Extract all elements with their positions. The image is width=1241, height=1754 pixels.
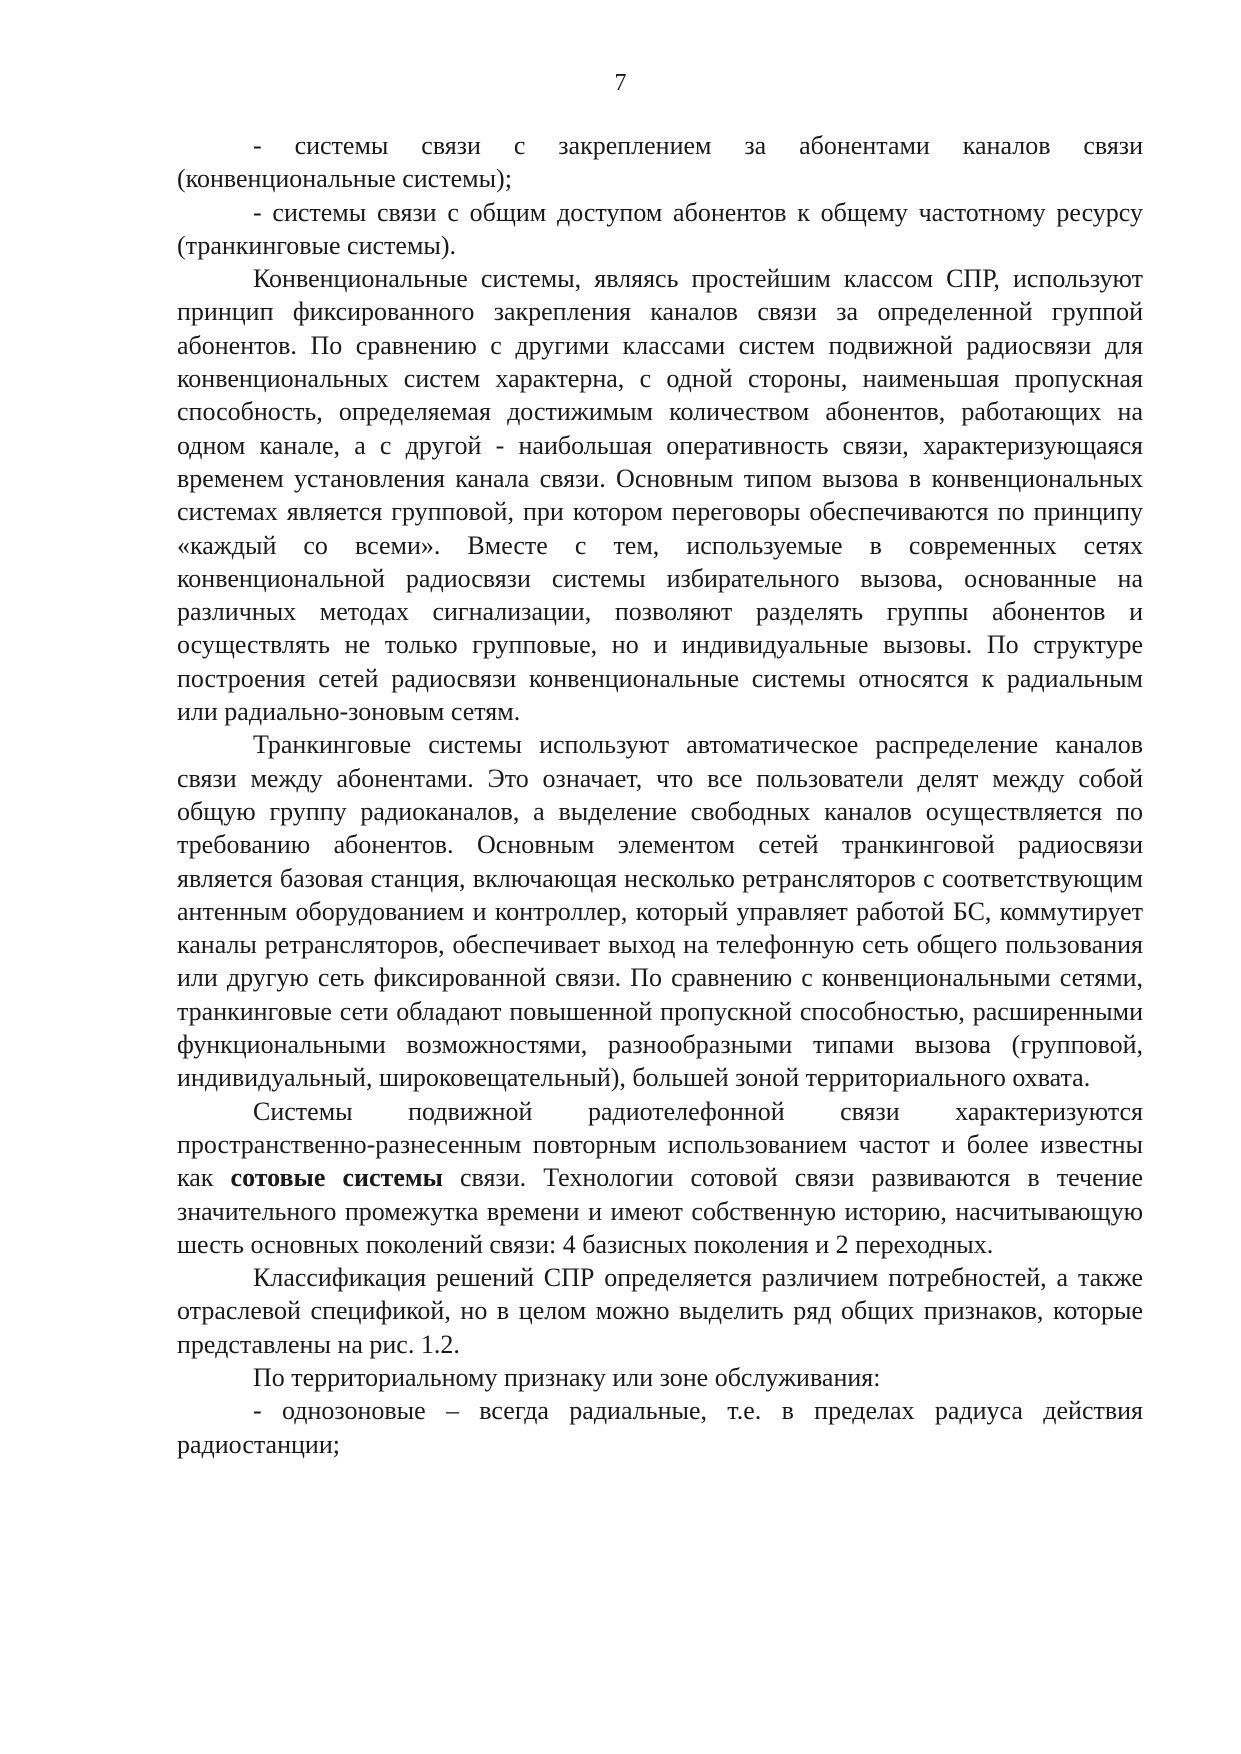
paragraph-cellular-after: связи. Технологии сотовой связи развиваются в течение значительного промежутка времени и имеют собственную историю, насчитывающую шесть основных поколений связи: 4 базисных поколения и 2 переходных. <box>177 1163 1143 1259</box>
paragraph-trunking-systems: Транкинговые системы используют автоматическое распределение каналов связи между абонентами. Это означает, что все пользователи делят между собой общую группу радиоканалов, а выделение свободных каналов осуществляется по требованию абонентов. Основным элементом сетей транкинговой радиосвязи является базовая станция, включающая несколько ретрансляторов с соответствующим антенным оборудованием и контроллер, который управляет работой БС, коммутирует каналы ретрансляторов, обеспечивает выход на телефонную сеть общего пользования или другую сеть фиксированной связи. По сравнению с конвенциональными сетями, транкинговые сети обладают повышенной пропускной способностью, расширенными функциональными возможностями, разнообразными типами вызова (групповой, индивидуальный, широковещательный), большей зоной территориального охвата. <box>177 730 1143 1093</box>
paragraph-classification: Классификация решений СПР определяется различием потребностей, а также отраслевой спецификой, но в целом можно выделить ряд общих признаков, которые представлены на рис. 1.2. <box>177 1263 1143 1359</box>
paragraph-trunking-item: - системы связи с общим доступом абонентов к общему частотному ресурсу (транкинговые системы). <box>177 197 1143 260</box>
term-cellular-systems: сотовые системы <box>230 1163 443 1193</box>
paragraph-conventional-systems: Конвенциональные системы, являясь простейшим классом СПР, используют принцип фиксированного закрепления каналов связи за определенной группой абонентов. По сравнению с другими классами систем подвижной радиосвязи для конвенциональных систем характерна, с одной стороны, наименьшая пропускная способность, определяемая достижимым количеством абонентов, работающих на одном канале, а с другой - наибольшая оперативность связи, характеризующаяся временем установления канала связи. Основным типом вызова в конвенциональных системах является групповой, при котором переговоры обеспечиваются по принципу «каждый со всеми». Вместе с тем, используемые в современных сетях конвенциональной радиосвязи системы избирательного вызова, основанные на различных методах сигнализации, позволяют разделять группы абонентов и осуществлять не только групповые, но и индивидуальные вызовы. По структуре построения сетей радиосвязи конвенциональные системы относятся к радиальным или радиально-зоновым сетям. <box>177 264 1143 727</box>
paragraph-single-zone-item: - однозоновые – всегда радиальные, т.е. в пределах радиуса действия радиостанции; <box>177 1396 1143 1459</box>
document-body <box>177 129 1143 1461</box>
paragraph-cellular-systems <box>177 1095 1143 1261</box>
paragraph-conventional-item: - системы связи с закреплением за абонентами каналов связи (конвенциональные системы); <box>177 131 1143 194</box>
paragraph-cellular-before: Системы подвижной радиотелефонной связи характеризуются пространственно-разнесенным повторным использованием частот и более известны как <box>177 1096 1143 1193</box>
page-number: 7 <box>614 70 627 96</box>
paragraph-territorial-heading: По территориальному признаку или зоне обслуживания: <box>253 1362 881 1392</box>
